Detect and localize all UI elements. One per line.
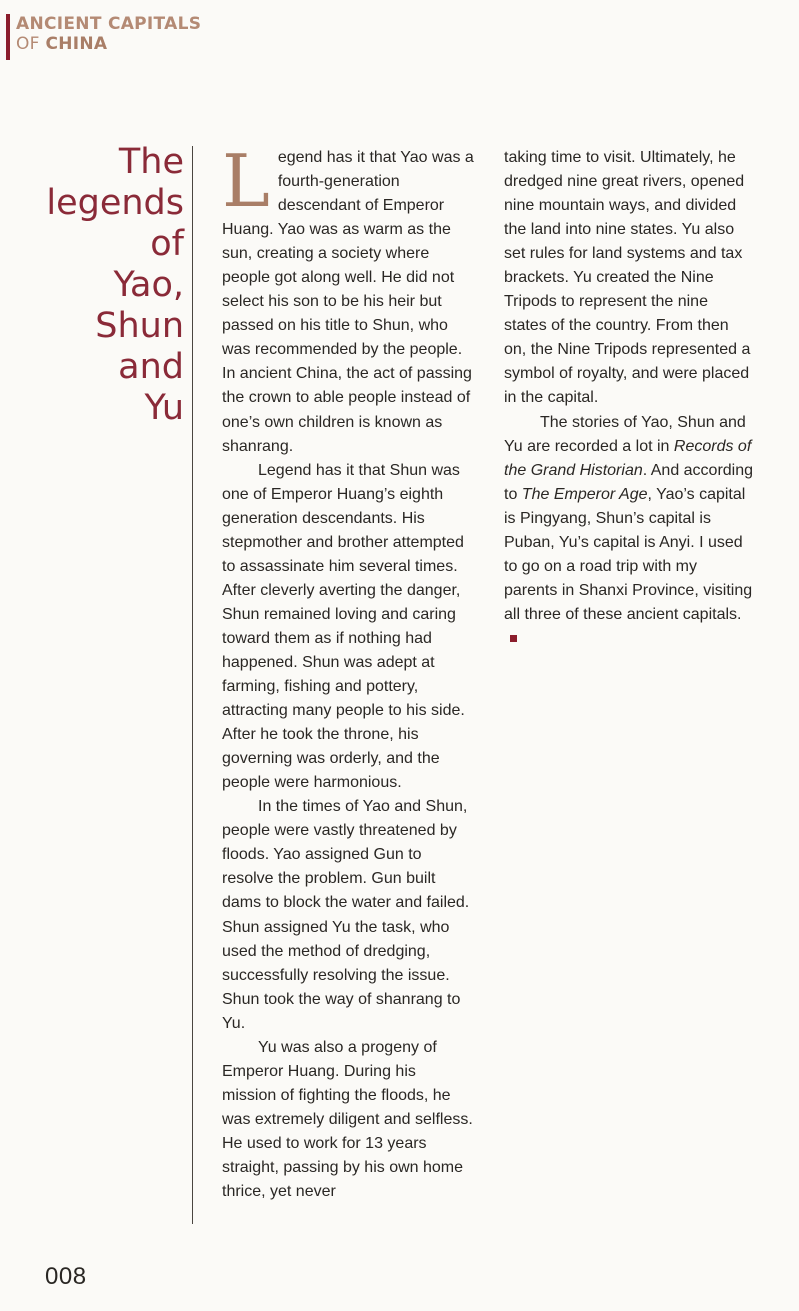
paragraph [504, 411, 754, 651]
paragraph-text: . And according to [504, 461, 754, 503]
section-header [6, 14, 201, 60]
section-header-line2 [16, 34, 201, 54]
section-header-prefix: OF [16, 34, 46, 54]
article-title [4, 142, 184, 429]
paragraph: In the times of Yao and Shun, people were vastly threatened by floods. Yao assigned Gun to resolve the problem. Gun built dams to block the water and failed. Shun assigned Yu the task, who used the method of dredging, successfully resolving the issue. Shun took the way of shanrang to Yu. [222, 798, 470, 1032]
title-line: Shun [95, 306, 184, 346]
end-mark-icon [510, 635, 517, 642]
article-column-1 [222, 139, 474, 1204]
paragraph: Yu was also a progeny of Emperor Huang. During his mission of fighting the floods, he was extremely diligent and selfless. He used to work for 13 years straight, passing by his own home thrice, yet never [222, 1038, 473, 1201]
paragraph: Legend has it that Shun was one of Emperor Huang’s eighth generation descendants. His stepmother and brother attempted to assassinate him several times. After cleverly averting the danger, Shun remained loving and caring toward them as if nothing had happened. Shun was adept at farming, fishing and pottery, attracting many people to his side. After he took the throne, his governing was orderly, and the people were harmonious. [222, 461, 465, 792]
column-divider [192, 146, 193, 1224]
title-line: Yao, [113, 265, 184, 305]
paragraph-continued: taking time to visit. Ultimately, he dredged nine great rivers, opened nine mountain ways, and divided the land into nine states. Yu also set rules for land systems and tax brackets. Yu created the Nine Tripods to represent the nine states of the country. From then on, the Nine Tripods represented a symbol of royalty, and were placed in the capital. [504, 149, 751, 407]
book-title: The Emperor Age [521, 485, 648, 503]
title-line: The [118, 142, 184, 182]
section-header-line1: ANCIENT CAPITALS [16, 14, 202, 34]
section-header-emphasis: CHINA [45, 34, 108, 54]
article-column-2 [504, 146, 754, 651]
title-line: of [150, 224, 184, 264]
book-title: Records of the Grand Historian [504, 437, 752, 479]
paragraph-text: egend has it that Yao was a fourth-generation descendant of Emperor Huang. Yao was as warm as the sun, creating a society where people got along well. He did not select his son to be his heir but passed on his title to Shun, who was recommended by the people. In ancient China, the act of passing the crown to able people instead of one’s own children is known as shanrang. [222, 149, 474, 455]
title-line: legends [46, 183, 184, 223]
title-line: and [118, 347, 184, 387]
page-number: 008 [45, 1263, 87, 1290]
paragraph [222, 139, 474, 459]
title-line: Yu [144, 388, 184, 428]
drop-cap: L [222, 139, 270, 223]
paragraph-text: , Yao’s capital is Pingyang, Shun’s capital is Puban, Yu’s capital is Anyi. I used to go on a road trip with my parents in Shanxi Province, visiting all three of these ancient capitals. [504, 485, 753, 623]
paragraph-text: The stories of Yao, Shun and Yu are recorded a lot in [504, 413, 746, 455]
